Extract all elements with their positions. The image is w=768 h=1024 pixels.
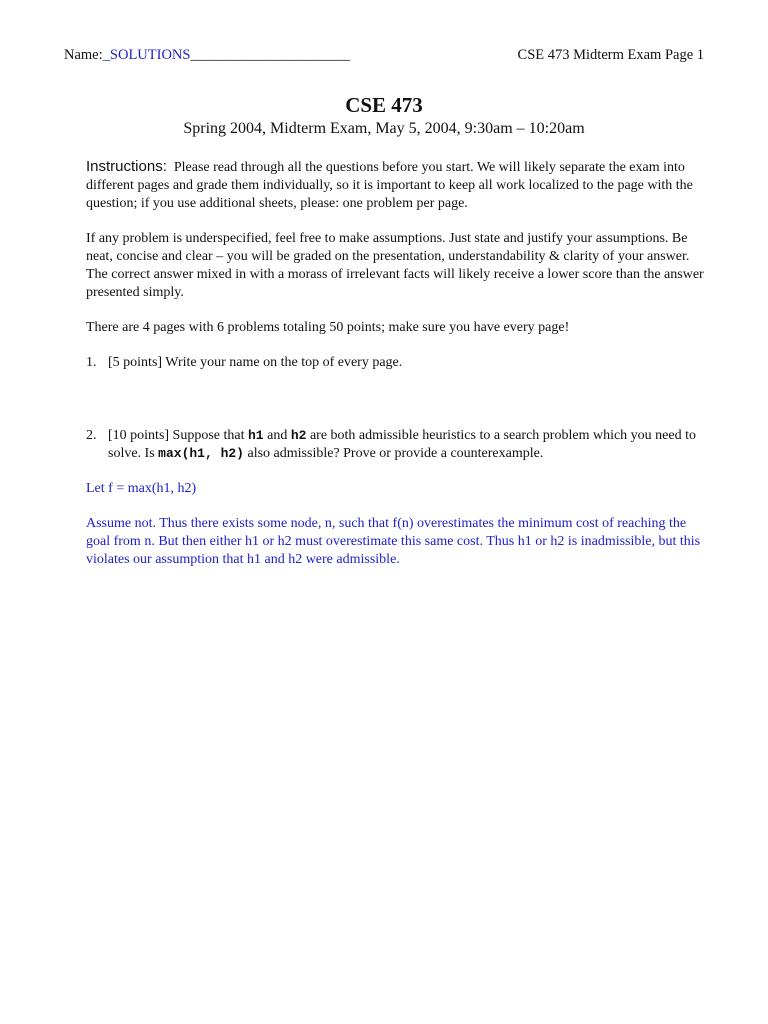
page-title: CSE 473	[345, 93, 423, 117]
name-blank-line: ______________________	[190, 47, 350, 63]
question-text: [5 points] Write your name on the top of every page.	[108, 355, 403, 370]
name-label: Name:	[64, 47, 103, 63]
question-number: 2.	[86, 428, 97, 443]
question-number: 1.	[86, 355, 97, 370]
question-text-part: and	[263, 428, 291, 443]
page-header	[64, 45, 704, 67]
question-text-part: also admissible? Prove or provide a counterexample.	[244, 446, 544, 461]
answer-paragraph: Assume not. Thus there exists some node, n, such that f(n) overestimates the minimum cost of reaching the goal from n. But then either h1 or h2 must overestimate this same cost. Thus h1 or h2 is inadmissible, but this violates our assumption that h1 and h2 were admissible.	[86, 516, 701, 567]
question-text-part: are both admissible heuristics to a search problem which you need to solve. Is	[108, 428, 696, 461]
instructions-paragraph-2: If any problem is underspecified, feel free to make assumptions. Just state and justify your assumptions. Be neat, concise and clear – you will be graded on the presentation, understandability & clarity of your answer. The correct answer mixed in with a morass of irrelevant facts will likely receive a lower score than the answer presented simply.	[86, 231, 704, 300]
question-text-part: [10 points] Suppose that	[108, 428, 248, 443]
exam-content	[86, 158, 706, 586]
page-subtitle: Spring 2004, Midterm Exam, May 5, 2004, 9:30am – 10:20am	[183, 120, 585, 137]
question-2	[86, 427, 706, 463]
name-value: _SOLUTIONS	[102, 47, 191, 63]
instructions-text-1: Please read through all the questions before you start. We will likely separate the exam into different pages and grade them individually, so it is important to keep all work localized to the page with the question; if you use additional sheets, please: one problem per page.	[86, 160, 693, 211]
code-max: max(h1, h2)	[158, 446, 244, 461]
code-h2: h2	[290, 428, 307, 443]
question-1	[86, 354, 706, 372]
instructions-label: Instructions:	[86, 158, 167, 175]
code-h1: h1	[248, 428, 264, 443]
name-field	[64, 45, 350, 65]
instructions-paragraph-1	[86, 158, 706, 213]
exam-page-label: CSE 473 Midterm Exam Page 1	[517, 47, 704, 63]
answer-line-1: Let f = max(h1, h2)	[86, 481, 197, 496]
instructions-paragraph-3: There are 4 pages with 6 problems totaling 50 points; make sure you have every page!	[86, 320, 570, 335]
